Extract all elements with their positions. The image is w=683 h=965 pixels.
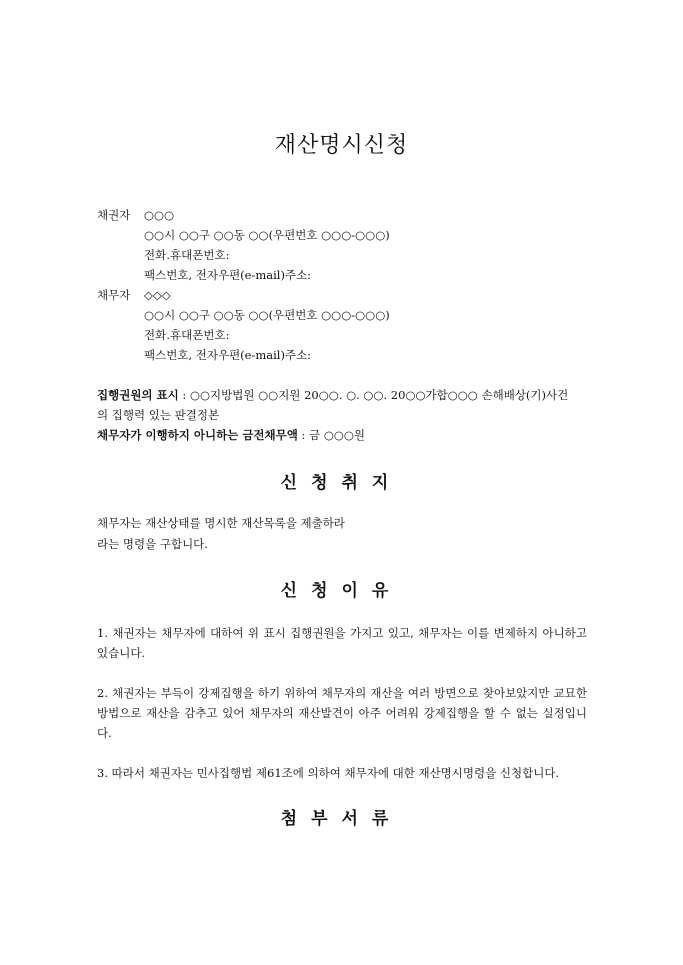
debtor-phone: 전화․휴대폰번호: (144, 328, 230, 342)
creditor-phone: 전화․휴대폰번호: (144, 248, 230, 262)
execution-title-text-2: 의 집행력 있는 판결정본 (97, 408, 220, 422)
purpose-line-1: 채무자는 재산상태를 명시한 재산목록을 제출하라 (97, 516, 345, 530)
creditor-address: ○○시 ○○구 ○○동 ○○(우편번호 ○○○-○○○) (144, 228, 390, 242)
purpose-heading: 신청취지 (280, 473, 403, 493)
execution-title-text: : ○○지방법원 ○○지원 20○○. ○. ○○. 20○○가합○○○ 손해배상(기)사건 (178, 388, 569, 402)
purpose-line-2: 라는 명령을 구합니다. (97, 537, 208, 551)
execution-title-line (97, 387, 568, 403)
reasons-heading: 신청이유 (280, 581, 403, 601)
debtor-fax-email: 팩스번호, 전자우편(e-mail)주소: (144, 348, 312, 362)
reason-item-3: 3. 따라서 채권자는 민사집행법 제61조에 의하여 채무자에 대한 재산명시명령을 신청합니다. (97, 766, 560, 780)
creditor-fax-email: 팩스번호, 전자우편(e-mail)주소: (144, 268, 312, 282)
creditor-label: 채권자 (97, 208, 131, 222)
debtor-address: ○○시 ○○구 ○○동 ○○(우편번호 ○○○-○○○) (144, 308, 390, 322)
execution-title-label: 집행권원의 표시 (97, 388, 179, 402)
reason-item-1: 1. 채권자는 채무자에 대하여 위 표시 집행권원을 가지고 있고, 채무자는 이를 변제하지 아니하고 있습니다. (97, 626, 587, 660)
unpaid-amount-label: 채무자가 이행하지 아니하는 금전채무액 (97, 428, 298, 442)
reason-item-2: 2. 채권자는 부득이 강제집행을 하기 위하여 채무자의 재산을 여러 방면으로 찾아보았지만 교묘한 방법으로 재산을 감추고 있어 채무자의 재산발견이 아주 어려워 강제집행을 할 수 없는 실정입니다. (97, 686, 587, 740)
creditor-name: ○○○ (144, 208, 175, 222)
debtor-label: 채무자 (97, 288, 131, 302)
debtor-name: ◇◇◇ (144, 288, 171, 302)
attachments-heading: 첨부서류 (280, 809, 403, 829)
unpaid-amount-line (97, 427, 365, 443)
document-title: 재산명시신청 (274, 133, 409, 158)
unpaid-amount-text: : 금 ○○○원 (297, 428, 366, 442)
